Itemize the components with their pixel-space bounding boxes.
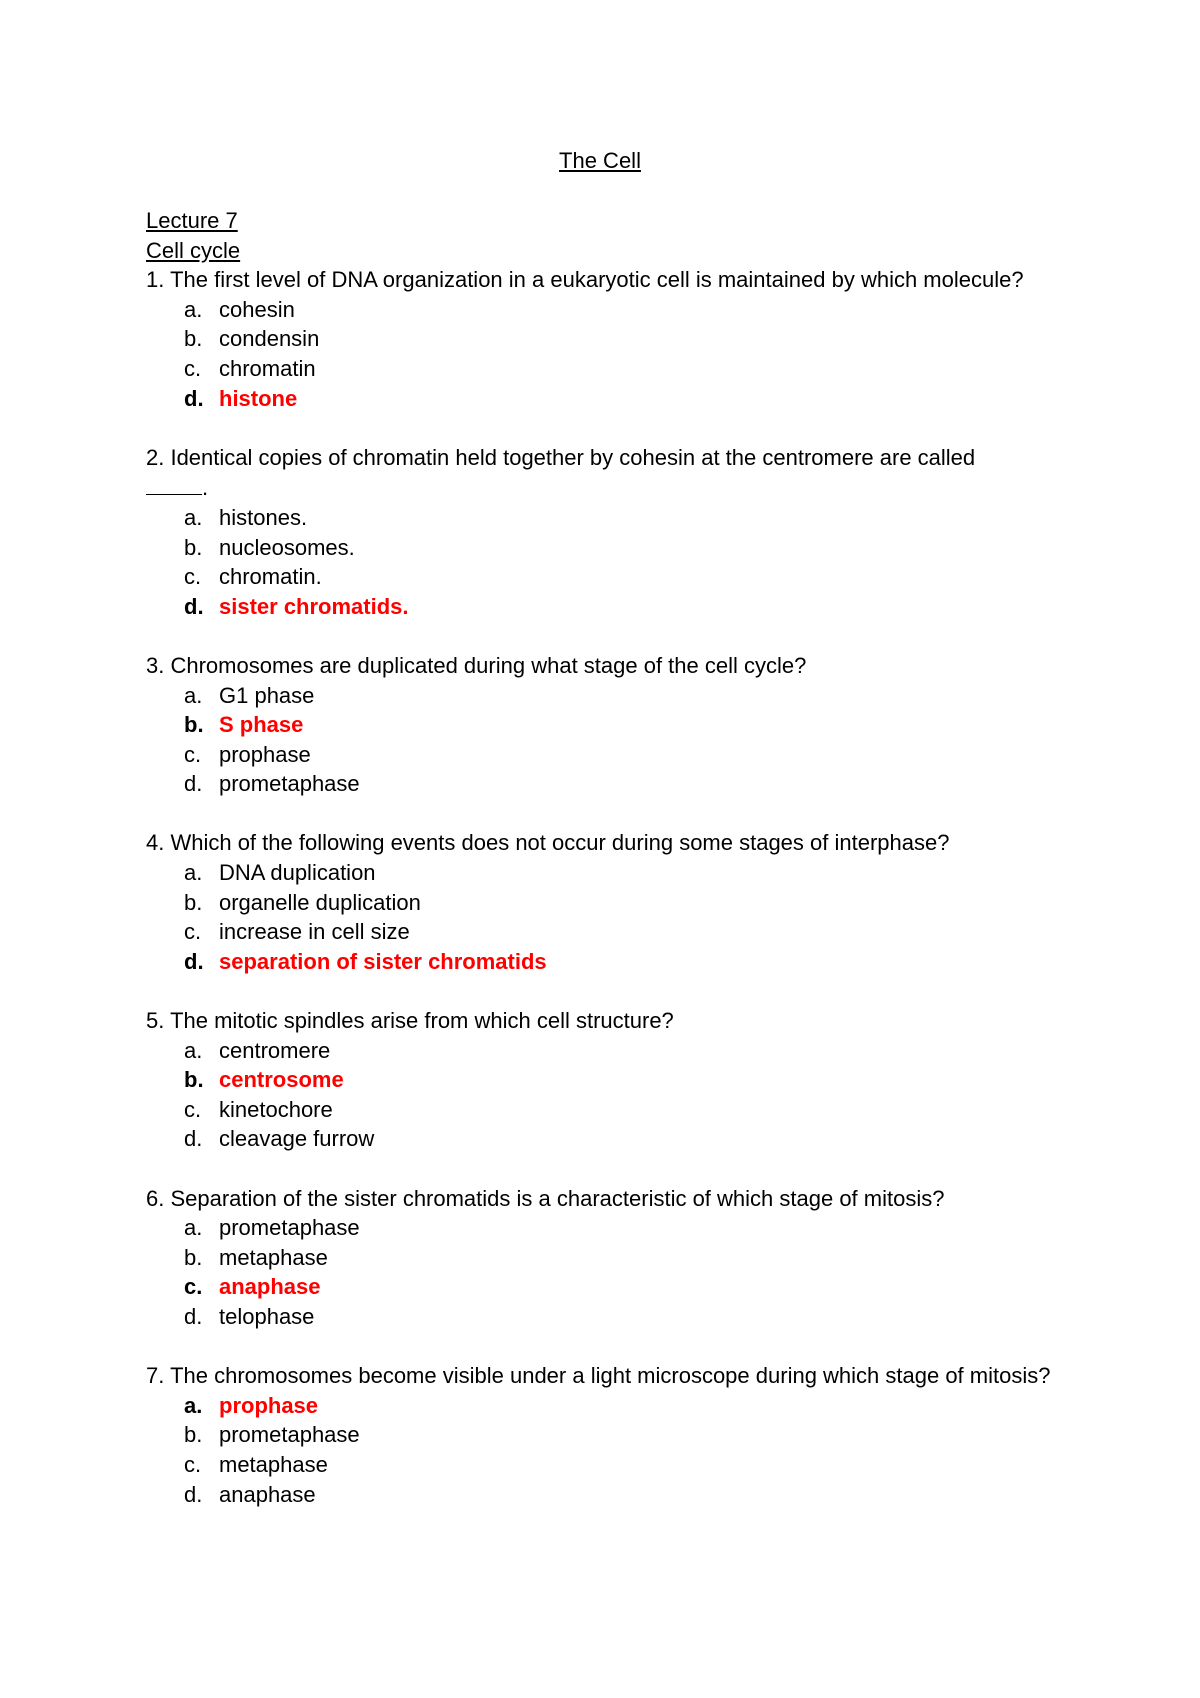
- question-block: [146, 1361, 1086, 1509]
- fill-in-blank: [146, 472, 202, 495]
- question-continuation-text: .: [202, 475, 209, 501]
- option-text: cleavage furrow: [219, 1126, 375, 1152]
- option-letter: b.: [184, 1422, 203, 1448]
- option-text: organelle duplication: [219, 889, 421, 915]
- option-text: cohesin: [219, 296, 295, 322]
- document-body: [146, 206, 1086, 1539]
- option-letter: a.: [184, 1392, 203, 1418]
- option-text: increase in cell size: [219, 919, 410, 945]
- question-text: 5. The mitotic spindles arise from which cell structure?: [146, 1008, 674, 1034]
- option-text: condensin: [219, 326, 320, 352]
- option-letter: c.: [184, 1096, 202, 1122]
- option-letter: b.: [184, 712, 204, 738]
- option-text: prometaphase: [219, 1422, 360, 1448]
- option-letter: d.: [184, 593, 204, 619]
- answer-option: [146, 858, 1086, 888]
- answer-options: [146, 1391, 1086, 1509]
- option-text: metaphase: [219, 1451, 328, 1477]
- option-letter: a.: [184, 682, 203, 708]
- option-letter: d.: [184, 1303, 203, 1329]
- question-block: [146, 265, 1086, 413]
- option-text: nucleosomes.: [219, 534, 355, 560]
- option-letter: b.: [184, 1244, 203, 1270]
- answer-option: [146, 1095, 1086, 1125]
- answer-options: [146, 503, 1086, 621]
- answer-option: [146, 533, 1086, 563]
- correct-answer-option: [146, 1391, 1086, 1421]
- correct-answer-option: [146, 384, 1086, 414]
- answer-option: [146, 1302, 1086, 1332]
- option-letter: b.: [184, 1067, 204, 1093]
- answer-option: [146, 1480, 1086, 1510]
- question-text: 7. The chromosomes become visible under a light microscope during which stage of mitosis?: [146, 1363, 1051, 1389]
- option-text: prometaphase: [219, 1215, 360, 1241]
- question-text: 2. Identical copies of chromatin held together by cohesin at the centromere are called: [146, 444, 976, 470]
- answer-options: [146, 1213, 1086, 1331]
- question-list: [146, 265, 1086, 1509]
- question-text: 1. The first level of DNA organization in a eukaryotic cell is maintained by which molecule?: [146, 267, 1024, 293]
- answer-option: [146, 740, 1086, 770]
- option-text: prometaphase: [219, 771, 360, 797]
- option-text: anaphase: [219, 1481, 316, 1507]
- option-letter: b.: [184, 326, 203, 352]
- answer-option: [146, 503, 1086, 533]
- correct-answer-option: [146, 710, 1086, 740]
- correct-answer-option: [146, 592, 1086, 622]
- option-letter: a.: [184, 296, 203, 322]
- option-text: chromatin: [219, 355, 316, 381]
- page-title: The Cell: [559, 148, 641, 173]
- question-text: 3. Chromosomes are duplicated during what stage of the cell cycle?: [146, 652, 807, 678]
- question-continuation: [146, 472, 1086, 503]
- answer-option: [146, 888, 1086, 918]
- option-text: S phase: [219, 712, 304, 738]
- question-block: [146, 828, 1086, 976]
- option-text: prophase: [219, 741, 311, 767]
- answer-options: [146, 295, 1086, 413]
- answer-option: [146, 1450, 1086, 1480]
- option-text: prophase: [219, 1392, 319, 1418]
- option-letter: c.: [184, 564, 202, 590]
- question-block: [146, 651, 1086, 799]
- section-heading: Cell cycle: [146, 237, 241, 263]
- question-block: [146, 443, 1086, 622]
- option-text: kinetochore: [219, 1096, 333, 1122]
- option-letter: d.: [184, 771, 203, 797]
- correct-answer-option: [146, 1065, 1086, 1095]
- option-letter: c.: [184, 1451, 202, 1477]
- option-letter: c.: [184, 741, 202, 767]
- option-letter: d.: [184, 385, 204, 411]
- option-text: chromatin.: [219, 564, 322, 590]
- option-text: histone: [219, 385, 298, 411]
- answer-option: [146, 1124, 1086, 1154]
- option-letter: d.: [184, 1481, 203, 1507]
- answer-option: [146, 769, 1086, 799]
- answer-options: [146, 858, 1086, 976]
- option-letter: a.: [184, 1037, 203, 1063]
- answer-option: [146, 324, 1086, 354]
- option-letter: d.: [184, 948, 204, 974]
- answer-option: [146, 1036, 1086, 1066]
- option-text: histones.: [219, 504, 308, 530]
- option-text: sister chromatids.: [219, 593, 409, 619]
- answer-option: [146, 1213, 1086, 1243]
- option-letter: d.: [184, 1126, 203, 1152]
- answer-option: [146, 1243, 1086, 1273]
- answer-option: [146, 295, 1086, 325]
- answer-option: [146, 354, 1086, 384]
- answer-option: [146, 917, 1086, 947]
- correct-answer-option: [146, 1272, 1086, 1302]
- option-text: telophase: [219, 1303, 315, 1329]
- option-letter: c.: [184, 1274, 203, 1300]
- option-letter: b.: [184, 534, 203, 560]
- option-letter: a.: [184, 1215, 203, 1241]
- option-text: DNA duplication: [219, 860, 376, 886]
- question-block: [146, 1184, 1086, 1332]
- option-text: centromere: [219, 1037, 331, 1063]
- answer-option: [146, 681, 1086, 711]
- option-text: separation of sister chromatids: [219, 948, 547, 974]
- option-text: metaphase: [219, 1244, 328, 1270]
- option-letter: a.: [184, 860, 203, 886]
- question-text: 6. Separation of the sister chromatids is a characteristic of which stage of mitosis?: [146, 1185, 945, 1211]
- question-block: [146, 1006, 1086, 1154]
- option-text: anaphase: [219, 1274, 321, 1300]
- lecture-heading: Lecture 7: [146, 208, 238, 233]
- option-text: centrosome: [219, 1067, 344, 1093]
- option-letter: a.: [184, 504, 203, 530]
- answer-option: [146, 562, 1086, 592]
- answer-options: [146, 681, 1086, 799]
- question-text: 4. Which of the following events does not occur during some stages of interphase?: [146, 830, 950, 856]
- answer-option: [146, 1420, 1086, 1450]
- option-letter: c.: [184, 919, 202, 945]
- correct-answer-option: [146, 947, 1086, 977]
- option-letter: b.: [184, 889, 203, 915]
- answer-options: [146, 1036, 1086, 1154]
- option-text: G1 phase: [219, 682, 315, 708]
- option-letter: c.: [184, 355, 202, 381]
